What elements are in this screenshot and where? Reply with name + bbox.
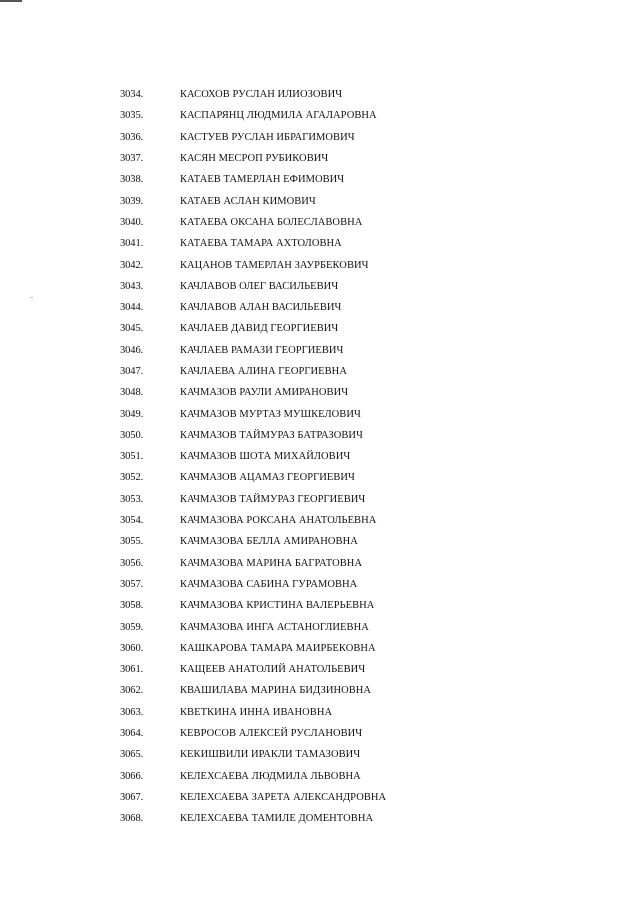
entry-name: КАЧЛАВОВ АЛАН ВАСИЛЬЕВИЧ bbox=[180, 302, 342, 314]
entry-number: 3058. bbox=[120, 600, 144, 612]
entry-name: КЕЛЕХСАЕВА ЛЮДМИЛА ЛЬВОВНА bbox=[180, 770, 361, 782]
entry-number: 3046. bbox=[120, 344, 144, 356]
entry-number: 3052. bbox=[120, 472, 144, 484]
entry-name: КАЧМАЗОВ АЦАМАЗ ГЕОРГИЕВИЧ bbox=[180, 472, 355, 484]
entry-number: 3066. bbox=[120, 770, 144, 782]
list-item bbox=[120, 297, 590, 318]
list-item bbox=[120, 808, 590, 829]
entry-number: 3057. bbox=[120, 578, 144, 590]
list-item bbox=[120, 425, 590, 446]
entry-number: 3048. bbox=[120, 387, 144, 399]
entry-number: 3062. bbox=[120, 685, 144, 697]
entry-name: КАЧМАЗОВА МАРИНА БАГРАТОВНА bbox=[180, 557, 363, 569]
entry-number: 3035. bbox=[120, 110, 144, 122]
entry-name: КАЩЕЕВ АНАТОЛИЙ АНАТОЛЬЕВИЧ bbox=[180, 664, 366, 676]
entry-name: КАЧЛАЕВ ДАВИД ГЕОРГИЕВИЧ bbox=[180, 323, 339, 335]
list-item bbox=[120, 403, 590, 424]
entry-name: КАЦАНОВ ТАМЕРЛАН ЗАУРБЕКОВИЧ bbox=[180, 259, 369, 271]
list-item bbox=[120, 254, 590, 275]
entry-number: 3038. bbox=[120, 174, 144, 186]
list-item bbox=[120, 446, 590, 467]
list-item bbox=[120, 190, 590, 211]
entry-name: КАТАЕВА ТАМАРА АХТОЛОВНА bbox=[180, 238, 342, 250]
entry-number: 3054. bbox=[120, 515, 144, 527]
list-item bbox=[120, 340, 590, 361]
entry-number: 3056. bbox=[120, 557, 144, 569]
entry-number: 3034. bbox=[120, 89, 144, 101]
list-item bbox=[120, 531, 590, 552]
entry-name: КАЧМАЗОВА РОКСАНА АНАТОЛЬЕВНА bbox=[180, 515, 377, 527]
entry-name: КАТАЕВА ОКСАНА БОЛЕСЛАВОВНА bbox=[180, 216, 363, 228]
entry-name: КАЧМАЗОВА БЕЛЛА АМИРАНОВНА bbox=[180, 536, 358, 548]
entry-name: КАСТУЕВ РУСЛАН ИБРАГИМОВИЧ bbox=[180, 131, 355, 143]
entry-name: КАЧЛАЕВА АЛИНА ГЕОРГИЕВНА bbox=[180, 366, 347, 377]
list-item bbox=[120, 616, 590, 637]
entry-number: 3040. bbox=[120, 216, 144, 228]
entry-name: КАЧМАЗОВА КРИСТИНА ВАЛЕРЬЕВНА bbox=[180, 600, 375, 612]
entry-number: 3061. bbox=[120, 664, 144, 676]
entry-name: КЕВРОСОВ АЛЕКСЕЙ РУСЛАНОВИЧ bbox=[180, 728, 363, 740]
entry-number: 3053. bbox=[120, 493, 144, 505]
entry-name: КАЧМАЗОВ РАУЛИ АМИРАНОВИЧ bbox=[180, 387, 349, 399]
entry-number: 3049. bbox=[120, 408, 144, 420]
entry-number: 3060. bbox=[120, 642, 144, 654]
entry-number: 3042. bbox=[120, 259, 144, 271]
entry-name: КАТАЕВ ТАМЕРЛАН ЕФИМОВИЧ bbox=[180, 174, 345, 186]
entry-number: 3045. bbox=[120, 323, 144, 335]
entry-name: КАЧМАЗОВ ШОТА МИХАЙЛОВИЧ bbox=[180, 451, 351, 463]
list-item bbox=[120, 84, 590, 105]
entry-number: 3065. bbox=[120, 749, 144, 761]
list-item bbox=[120, 318, 590, 339]
entry-number: 3044. bbox=[120, 302, 144, 314]
entry-name: КАТАЕВ АСЛАН КИМОВИЧ bbox=[180, 195, 316, 207]
entry-name: КВЕТКИНА ИННА ИВАНОВНА bbox=[180, 706, 333, 718]
entry-name: КАЧЛАЕВ РАМАЗИ ГЕОРГИЕВИЧ bbox=[180, 344, 344, 356]
list-item bbox=[120, 553, 590, 574]
scan-artifact bbox=[30, 297, 33, 298]
list-item bbox=[120, 489, 590, 510]
entry-number: 3063. bbox=[120, 706, 144, 718]
entry-name: КЕКИШВИЛИ ИРАКЛИ ТАМАЗОВИЧ bbox=[180, 749, 361, 761]
entry-number: 3051. bbox=[120, 451, 144, 463]
entry-number: 3039. bbox=[120, 195, 144, 207]
entry-number: 3043. bbox=[120, 280, 144, 292]
entry-number: 3050. bbox=[120, 429, 144, 441]
entry-name: КЕЛЕХСАЕВА ЗАРЕТА АЛЕКСАНДРОВНА bbox=[180, 791, 387, 803]
entry-number: 3067. bbox=[120, 791, 144, 803]
list-item bbox=[120, 766, 590, 787]
list-item bbox=[120, 212, 590, 233]
list-item bbox=[120, 467, 590, 488]
entry-number: 3059. bbox=[120, 621, 144, 633]
list-item bbox=[120, 148, 590, 169]
entry-number: 3047. bbox=[120, 366, 144, 377]
entry-name: КАЧМАЗОВ МУРТАЗ МУШКЕЛОВИЧ bbox=[180, 408, 361, 420]
entry-name: КАЧМАЗОВ ТАЙМУРАЗ ГЕОРГИЕВИЧ bbox=[180, 493, 366, 505]
list-item bbox=[120, 723, 590, 744]
entry-name: КАЧМАЗОВА ИНГА АСТАНОГЛИЕВНА bbox=[180, 621, 369, 633]
list-item bbox=[120, 595, 590, 616]
scan-corner-mark bbox=[0, 0, 30, 3]
list-item bbox=[120, 510, 590, 531]
entry-name: КАЧЛАВОВ ОЛЕГ ВАСИЛЬЕВИЧ bbox=[180, 280, 339, 292]
entry-number: 3037. bbox=[120, 153, 144, 165]
entry-number: 3055. bbox=[120, 536, 144, 548]
list-item bbox=[120, 105, 590, 126]
list-item bbox=[120, 233, 590, 254]
list-item bbox=[120, 361, 590, 382]
entry-number: 3064. bbox=[120, 728, 144, 740]
entry-name: КЕЛЕХСАЕВА ТАМИЛЕ ДОМЕНТОВНА bbox=[180, 813, 374, 825]
entry-name: КАШКАРОВА ТАМАРА МАИРБЕКОВНА bbox=[180, 642, 376, 654]
entry-name: КАЧМАЗОВА САБИНА ГУРАМОВНА bbox=[180, 578, 358, 590]
name-list bbox=[120, 84, 590, 829]
entry-number: 3068. bbox=[120, 813, 144, 825]
entry-number: 3041. bbox=[120, 238, 144, 250]
list-item bbox=[120, 169, 590, 190]
list-item bbox=[120, 744, 590, 765]
entry-name: КАЧМАЗОВ ТАЙМУРАЗ БАТРАЗОВИЧ bbox=[180, 429, 363, 441]
list-item bbox=[120, 680, 590, 701]
list-item bbox=[120, 702, 590, 723]
entry-number: 3036. bbox=[120, 131, 144, 143]
entry-name: КАСОХОВ РУСЛАН ИЛИОЗОВИЧ bbox=[180, 89, 343, 101]
list-item bbox=[120, 659, 590, 680]
list-item bbox=[120, 574, 590, 595]
list-item bbox=[120, 787, 590, 808]
list-item bbox=[120, 127, 590, 148]
list-item bbox=[120, 638, 590, 659]
list-item bbox=[120, 382, 590, 403]
entry-name: КАСЯН МЕСРОП РУБИКОВИЧ bbox=[180, 153, 329, 165]
entry-name: КАСПАРЯНЦ ЛЮДМИЛА АГАЛАРОВНА bbox=[180, 110, 377, 122]
list-item bbox=[120, 276, 590, 297]
entry-name: КВАШИЛАВА МАРИНА БИДЗИНОВНА bbox=[180, 685, 372, 697]
